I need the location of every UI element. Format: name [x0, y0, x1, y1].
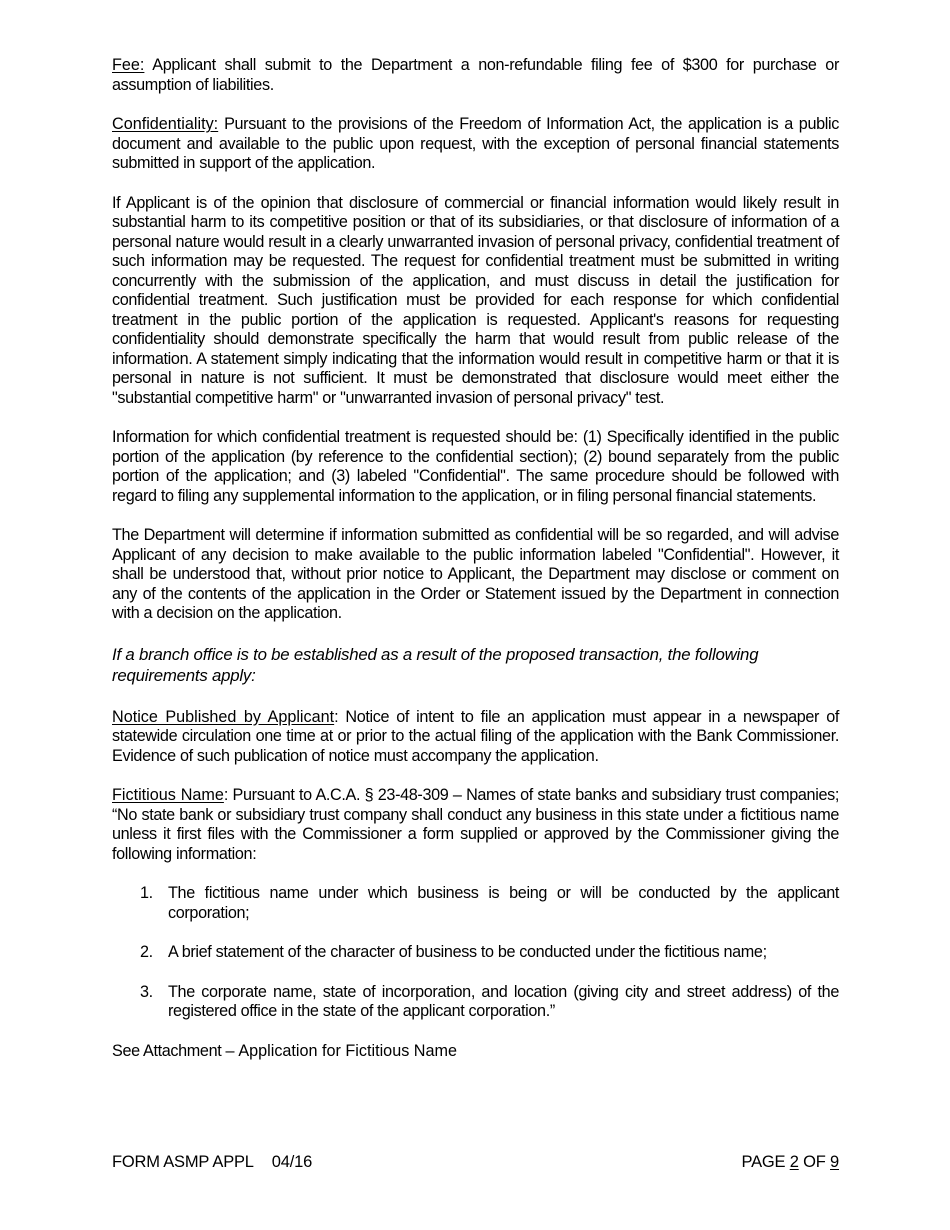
list-item-number: 2.: [140, 943, 153, 961]
list-item: [112, 943, 839, 963]
list-item-text: A brief statement of the character of business to be conducted under the fictitious name;: [168, 943, 767, 961]
fictitious-name-label: Fictitious Name: [112, 786, 224, 804]
list-item: [112, 884, 839, 923]
fee-text: Applicant shall submit to the Department a non-refundable filing fee of $300 for purchase or assumption of liabilities.: [112, 56, 839, 94]
page-total: 9: [830, 1153, 839, 1171]
notice-text: : Notice of intent to file an application must appear in a newspaper of statewide circulation one time at or prior to the actual filing of the application with the Bank Commissioner. Evidence of such publication of notice must accompany the application.: [112, 707, 839, 765]
form-code: FORM ASMP APPL: [112, 1153, 254, 1171]
confidentiality-text: Pursuant to the provisions of the Freedom of Information Act, the application is a public document and available to the public upon request, with the exception of personal financial statements submitted in support of the application.: [112, 115, 839, 172]
list-item-text: The corporate name, state of incorporation, and location (giving city and street address) of the registered office in the state of the applicant corporation.”: [168, 982, 839, 1020]
confidential-treatment-paragraph: If Applicant is of the opinion that disclosure of commercial or financial information would likely result in substantial harm to its competitive position or that of its subsidiaries, or that disclosure of information of a personal nature would result in a clearly unwarranted invasion of personal privacy, confidential treatment of such information may be requested. The request for confidential treatment must be submitted in writing concurrently with the submission of the application, and must discuss in detail the justification for confidential treatment. Such justification must be provided for each response for which confidential treatment in the public portion of the application is requested. Applicant's reasons for requesting confidentiality should demonstrate specifically the harm that would result from public release of the information. A statement simply indicating that the information would result in competitive harm or that it is personal in nature is not sufficient. It must be demonstrated that disclosure would meet either the "substantial competitive harm" or "unwarranted invasion of personal privacy" test.: [112, 193, 839, 407]
notice-paragraph: [112, 708, 839, 767]
fictitious-name-paragraph: [112, 786, 839, 864]
form-identifier: [112, 1152, 312, 1172]
fee-paragraph: [112, 56, 839, 95]
form-date: 04/16: [271, 1153, 313, 1171]
document-page: [112, 56, 839, 1081]
list-item-number: 1.: [140, 884, 153, 902]
confidentiality-label: Confidentiality:: [112, 115, 219, 133]
page-of: OF: [798, 1153, 831, 1171]
confidentiality-paragraph: [112, 115, 839, 174]
attachment-link[interactable]: Application for Fictitious Name: [238, 1041, 457, 1060]
page-number: [742, 1152, 839, 1172]
list-item-number: 3.: [140, 982, 153, 1001]
see-attachment-prefix: See Attachment –: [112, 1041, 239, 1060]
fee-label: Fee:: [112, 56, 145, 74]
notice-label: Notice Published by Applicant: [112, 707, 335, 726]
list-item-text: The fictitious name under which business is being or will be conducted by the applicant corporation;: [168, 884, 839, 922]
fictitious-name-text: : Pursuant to A.C.A. § 23-48-309 – Names of state banks and subsidiary trust companies; “No state bank or subsidiary trust company shall conduct any business in this state under a fictitious name unless it first files with the Commissioner a form supplied or approved by the Commissioner giving the following information:: [112, 786, 840, 863]
fictitious-name-requirements-list: [112, 884, 839, 1022]
confidential-procedure-paragraph: Information for which confidential treatment is requested should be: (1) Specifically identified in the public portion of the application (by reference to the confidential section); (2) bound separately from the public portion of the application; and (3) labeled "Confidential". The same procedure should be followed with regard to filing any supplemental information to the application, or in filing personal financial statements.: [112, 428, 839, 505]
branch-office-heading: If a branch office is to be established as a result of the proposed transaction, the following requirements apply:: [112, 644, 759, 685]
list-item: [112, 983, 839, 1022]
page-current: 2: [789, 1153, 799, 1171]
see-attachment-line: [112, 1042, 839, 1062]
department-determination-paragraph: The Department will determine if information submitted as confidential will be so regarded, and will advise Applicant of any decision to make available to the public information labeled "Confidential". However, it shall be understood that, without prior notice to Applicant, the Department may disclose or comment on any of the contents of the application in the Order or Statement issued by the Department in connection with a decision on the application.: [112, 526, 839, 622]
page-prefix: PAGE: [741, 1153, 790, 1171]
